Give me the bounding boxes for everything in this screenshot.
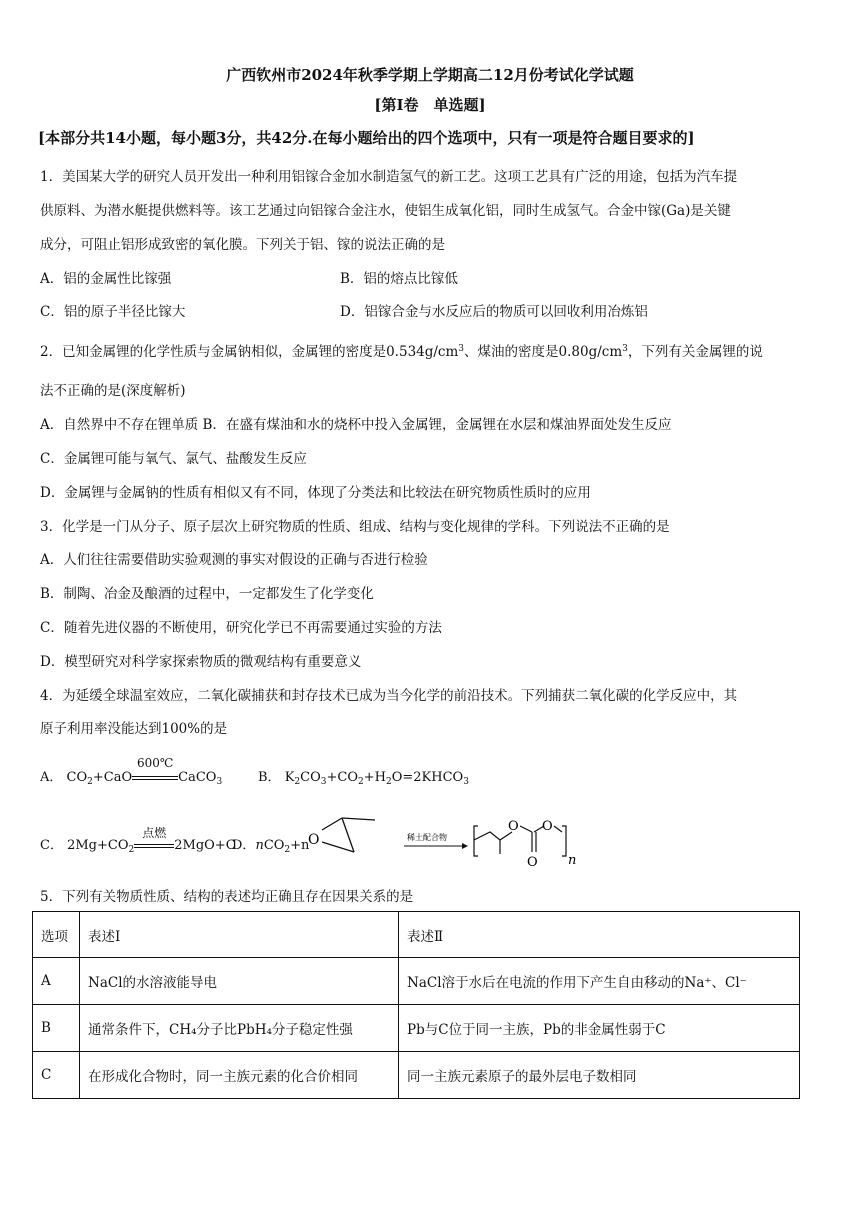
q4-condition-heat: 600℃ bbox=[132, 770, 178, 785]
q4-catalyst-label: 稀土配合物 bbox=[407, 833, 447, 842]
q1-option-b: B．铝的熔点比镓低 bbox=[340, 271, 458, 287]
q1-stem-line2: 供原料、为潜水艇提供燃料等。该工艺通过向铝镓合金注水，使铝生成氧化铝，同时生成氢气。合金中镓(Ga)是关键 bbox=[40, 203, 731, 219]
q2-sup1: 3 bbox=[458, 344, 465, 354]
q1-option-c: C．铝的原子半径比镓大 bbox=[40, 304, 186, 320]
q4-option-c: C． $2Mg+CO_2$ 点燃 2MgO+C bbox=[40, 826, 236, 855]
q2-sup2: 3 bbox=[622, 344, 628, 354]
section-heading: [第Ⅰ卷 单选题] bbox=[374, 96, 486, 114]
q4-condition-ignite: 点燃 bbox=[134, 838, 174, 853]
q4-option-c-label: C． bbox=[40, 838, 63, 853]
exam-title: 广西钦州市2024年秋季学期上学期高二12月份考试化学试题 bbox=[226, 66, 634, 84]
q4-option-d: D．nCO$_2$+n bbox=[232, 838, 310, 855]
header-statement-1: 表述Ⅰ bbox=[80, 912, 399, 958]
q3-option-b: B．制陶、冶金及酿酒的过程中，一定都发生了化学变化 bbox=[40, 586, 374, 602]
ester-oxygen-2: O bbox=[542, 819, 553, 834]
row-option: A bbox=[33, 958, 80, 1005]
q5-stem: 5．下列有关物质性质、结构的表述均正确且存在因果关系的是 bbox=[40, 889, 414, 905]
q2-option-ab: A．自然界中不存在锂单质 B．在盛有煤油和水的烧杯中投入金属锂，金属锂在水层和煤油界面处发生反应 bbox=[40, 417, 672, 433]
table-header-row bbox=[33, 912, 800, 958]
header-option: 选项 bbox=[33, 912, 80, 958]
q2-density-lithium: 0.534g/cm bbox=[386, 344, 459, 360]
row-option: B bbox=[33, 1005, 80, 1052]
q2-stem-text-a: 2．已知金属锂的化学性质与金属钠相似，金属锂的密度是 bbox=[40, 344, 387, 360]
row-statement-1: 通常条件下，CH₄分子比PbH₄分子稳定性强 bbox=[80, 1005, 399, 1052]
epoxide-oxygen: O bbox=[308, 832, 320, 848]
q3-option-d: D．模型研究对科学家探索物质的微观结构有重要意义 bbox=[40, 654, 362, 670]
row-statement-1: 在形成化合物时，同一主族元素的化合价相同 bbox=[80, 1052, 399, 1099]
q2-stem-text-mid: 、煤油的密度是 bbox=[464, 344, 559, 360]
q4-option-d-structure bbox=[300, 800, 580, 870]
q1-stem-line3: 成分，可阻止铝形成致密的氧化膜。下列关于铝、镓的说法正确的是 bbox=[40, 237, 445, 253]
q2-stem-line2: 法不正确的是(深度解析) bbox=[40, 383, 186, 399]
ester-oxygen-1: O bbox=[508, 819, 519, 834]
q1-option-a: A．铝的金属性比镓强 bbox=[40, 271, 172, 287]
q5-table bbox=[32, 911, 800, 1099]
q4-option-a-label: A． bbox=[40, 770, 63, 785]
q2-stem-line1 bbox=[40, 340, 763, 360]
q1-option-d: D．铝镓合金与水反应后的物质可以回收利用冶炼铝 bbox=[340, 304, 648, 320]
q4-stem-line1: 4．为延缓全球温室效应，二氧化碳捕获和封存技术已成为当今化学的前沿技术。下列捕获二氧化碳的化学反应中，其 bbox=[40, 688, 738, 704]
carbonyl-oxygen: O bbox=[527, 855, 538, 870]
polymer-n: n bbox=[568, 853, 577, 868]
row-statement-1: NaCl的水溶液能导电 bbox=[80, 958, 399, 1005]
q4-option-b: B． $K_2CO_3+CO_2+H_2O=2KHCO_3$ bbox=[258, 770, 469, 787]
q2-option-c: C．金属锂可能与氧气、氯气、盐酸发生反应 bbox=[40, 451, 307, 467]
instructions: [本部分共14小题，每小题3分，共42分.在每小题给出的四个选项中，只有一项是符合题目要求的] bbox=[38, 129, 695, 147]
q3-option-c: C．随着先进仪器的不断使用，研究化学已不再需要通过实验的方法 bbox=[40, 620, 442, 636]
table-row bbox=[33, 958, 800, 1005]
row-option: C bbox=[33, 1052, 80, 1099]
header-statement-2: 表述Ⅱ bbox=[399, 912, 800, 958]
row-statement-2: Pb与C位于同一主族，Pb的非金属性弱于C bbox=[399, 1005, 800, 1052]
q1-stem-line1: 1．美国某大学的研究人员开发出一种利用铝镓合金加水制造氢气的新工艺。这项工艺具有广泛的用途，包括为汽车提 bbox=[40, 169, 738, 185]
q2-option-d: D．金属锂与金属钠的性质有相似又有不同，体现了分类法和比较法在研究物质性质时的应用 bbox=[40, 485, 591, 501]
q4-option-d-label: D． bbox=[232, 838, 256, 853]
q2-stem-text-b: ，下列有关金属锂的说 bbox=[627, 344, 763, 360]
q2-density-kerosene: 0.80g/cm bbox=[558, 344, 623, 360]
q4-option-b-label: B． bbox=[258, 770, 281, 785]
q3-option-a: A．人们往往需要借助实验观测的事实对假设的正确与否进行检验 bbox=[40, 552, 428, 568]
table-row bbox=[33, 1005, 800, 1052]
q4-stem-line2: 原子利用率没能达到100%的是 bbox=[40, 721, 228, 737]
q3-stem: 3．化学是一门从分子、原子层次上研究物质的性质、组成、结构与变化规律的学科。下列说法不正确的是 bbox=[40, 519, 670, 535]
row-statement-2: 同一主族元素原子的最外层电子数相同 bbox=[399, 1052, 800, 1099]
row-statement-2: NaCl溶于水后在电流的作用下产生自由移动的Na⁺、Cl⁻ bbox=[399, 958, 800, 1005]
table-row bbox=[33, 1052, 800, 1099]
q4-option-a: A． $CO_2+CaO$ 600℃ CaCO$_3$ bbox=[40, 756, 223, 787]
